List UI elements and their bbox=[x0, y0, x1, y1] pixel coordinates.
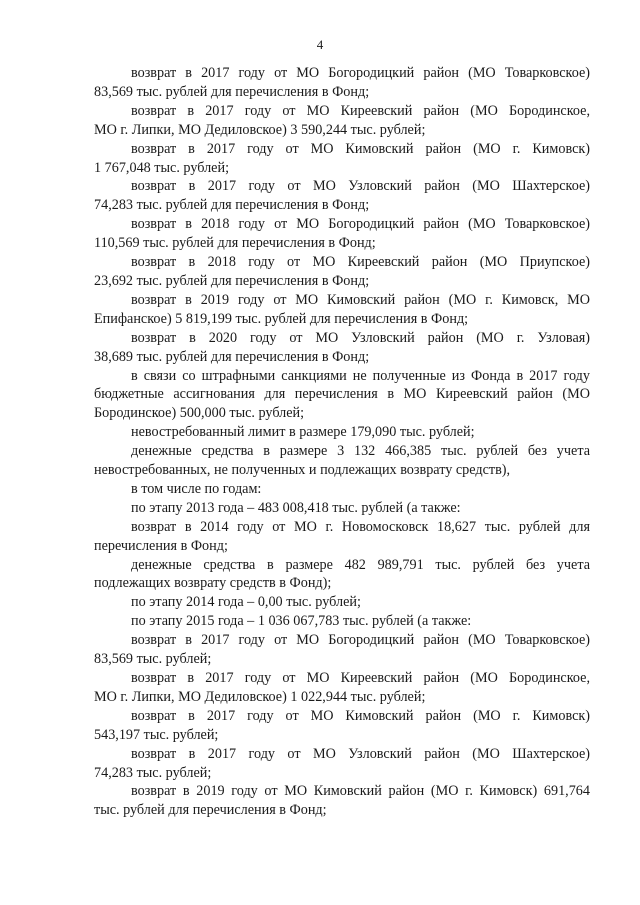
paragraph-line: возврат в 2018 году от МО Киреевский район (МО Приупское) bbox=[131, 254, 590, 271]
paragraph-line: МО г. Липки, МО Дедиловское) 1 022,944 тыс. рублей; bbox=[94, 688, 426, 705]
paragraph-line: возврат в 2014 году от МО г. Новомосковск 18,627 тыс. рублей для bbox=[131, 518, 590, 535]
paragraph bbox=[94, 177, 590, 215]
paragraph bbox=[94, 291, 590, 329]
paragraph-line: возврат в 2019 году от МО Кимовский район (МО г. Кимовск, МО bbox=[131, 291, 590, 308]
paragraph-line: бюджетные ассигнования для перечисления в МО Киреевский район (МО bbox=[94, 386, 590, 403]
page-number: 4 bbox=[316, 37, 324, 52]
paragraph bbox=[94, 499, 590, 518]
paragraph-line: перечисления в Фонд; bbox=[94, 537, 228, 554]
paragraph-line: по этапу 2013 года – 483 008,418 тыс. рублей (а также: bbox=[131, 499, 461, 516]
paragraph bbox=[94, 140, 590, 178]
paragraph-line: 1 767,048 тыс. рублей; bbox=[94, 159, 230, 176]
paragraph-line: Епифанское) 5 819,199 тыс. рублей для перечисления в Фонд; bbox=[94, 310, 469, 327]
paragraph-line: в том числе по годам: bbox=[131, 480, 262, 497]
paragraph-line: возврат в 2019 году от МО Кимовский район (МО г. Кимовск) 691,764 bbox=[131, 783, 590, 800]
paragraph-line: невостребованный лимит в размере 179,090 тыс. рублей; bbox=[131, 424, 475, 441]
paragraph bbox=[94, 215, 590, 253]
paragraph-line: возврат в 2017 году от МО Узловский район (МО Шахтерское) bbox=[131, 745, 590, 762]
paragraph-line: возврат в 2017 году от МО Киреевский район (МО Бородинское, bbox=[131, 102, 590, 119]
paragraph-line: 543,197 тыс. рублей; bbox=[94, 726, 219, 743]
paragraph-line: денежные средства в размере 482 989,791 тыс. рублей без учета bbox=[131, 556, 590, 573]
paragraph bbox=[94, 593, 590, 612]
paragraph-line: Бородинское) 500,000 тыс. рублей; bbox=[94, 405, 305, 422]
paragraph bbox=[94, 612, 590, 631]
paragraph-line: возврат в 2020 году от МО Узловский район (МО г. Узловая) bbox=[131, 329, 590, 346]
paragraph-line: денежные средства в размере 3 132 466,385 тыс. рублей без учета bbox=[131, 443, 590, 460]
paragraph bbox=[94, 329, 590, 367]
paragraph-line: 23,692 тыс. рублей для перечисления в Фонд; bbox=[94, 272, 370, 289]
paragraph bbox=[94, 480, 590, 499]
paragraph bbox=[94, 707, 590, 745]
paragraph-line: возврат в 2017 году от МО Кимовский район (МО г. Кимовск) bbox=[131, 707, 590, 724]
paragraph bbox=[94, 367, 590, 424]
paragraph-line: 83,569 тыс. рублей для перечисления в Фонд; bbox=[94, 83, 370, 100]
paragraph-line: 83,569 тыс. рублей; bbox=[94, 651, 212, 668]
document-body bbox=[94, 64, 590, 820]
paragraph bbox=[94, 745, 590, 783]
paragraph-line: по этапу 2015 года – 1 036 067,783 тыс. рублей (а также: bbox=[131, 613, 472, 630]
paragraph-line: подлежащих возврату средств в Фонд); bbox=[94, 575, 332, 592]
paragraph-line: возврат в 2017 году от МО Кимовский район (МО г. Кимовск) bbox=[131, 140, 590, 157]
paragraph-line: в связи со штрафными санкциями не полученные из Фонда в 2017 году bbox=[131, 367, 590, 384]
paragraph-line: тыс. рублей для перечисления в Фонд; bbox=[94, 802, 327, 819]
paragraph-line: по этапу 2014 года – 0,00 тыс. рублей; bbox=[131, 594, 361, 611]
paragraph-line: возврат в 2017 году от МО Богородицкий район (МО Товарковское) bbox=[131, 632, 590, 649]
paragraph bbox=[94, 423, 590, 442]
paragraph-line: возврат в 2017 году от МО Узловский район (МО Шахтерское) bbox=[131, 178, 590, 195]
paragraph-line: 38,689 тыс. рублей для перечисления в Фонд; bbox=[94, 348, 370, 365]
paragraph bbox=[94, 669, 590, 707]
paragraph-line: возврат в 2017 году от МО Богородицкий район (МО Товарковское) bbox=[131, 65, 590, 81]
paragraph bbox=[94, 442, 590, 480]
paragraph bbox=[94, 518, 590, 556]
paragraph bbox=[94, 631, 590, 669]
paragraph bbox=[94, 102, 590, 140]
paragraph-line: 110,569 тыс. рублей для перечисления в Фонд; bbox=[94, 235, 376, 252]
paragraph-line: возврат в 2017 году от МО Киреевский район (МО Бородинское, bbox=[131, 670, 590, 686]
paragraph-line: возврат в 2018 году от МО Богородицкий район (МО Товарковское) bbox=[131, 216, 590, 233]
paragraph bbox=[94, 782, 590, 820]
paragraph bbox=[94, 64, 590, 102]
paragraph-line: 74,283 тыс. рублей для перечисления в Фонд; bbox=[94, 197, 370, 214]
paragraph bbox=[94, 556, 590, 594]
paragraph-line: МО г. Липки, МО Дедиловское) 3 590,244 тыс. рублей; bbox=[94, 121, 426, 138]
paragraph-line: 74,283 тыс. рублей; bbox=[94, 764, 212, 781]
paragraph bbox=[94, 253, 590, 291]
paragraph-line: невостребованных, не полученных и подлежащих возврату средств), bbox=[94, 462, 511, 479]
